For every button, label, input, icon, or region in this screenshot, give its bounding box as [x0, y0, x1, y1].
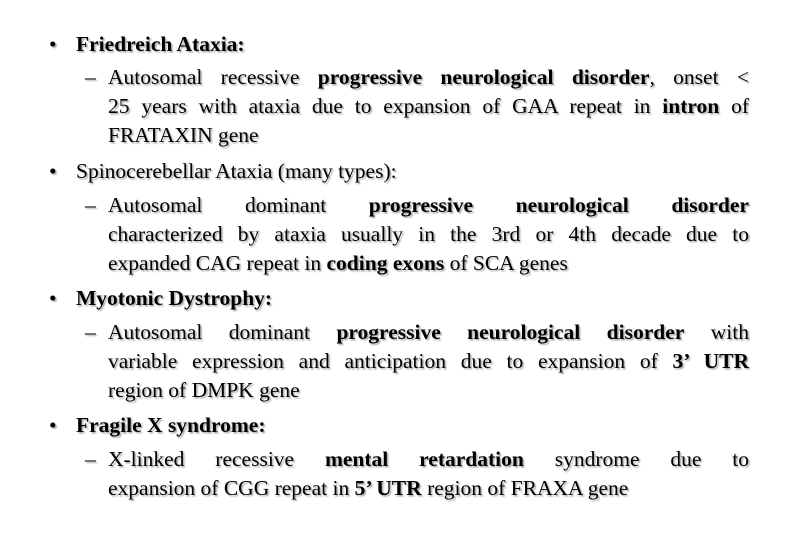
bullet-myotonic: • — [49, 286, 57, 310]
friedreich-desc-line-2: 25 years with ataxia due to expansion of GAA repeat in intron of — [108, 94, 749, 118]
myotonic-desc-line-1: Autosomal dominant progressive neurological disorder with — [108, 320, 749, 344]
sca-desc-line-1: Autosomal dominant progressive neurological disorder — [108, 193, 749, 217]
heading-fragile-x-syndrome: Fragile X syndrome: — [76, 413, 266, 437]
heading-myotonic-dystrophy: Myotonic Dystrophy: — [76, 286, 273, 310]
heading-spinocerebellar-ataxia: Spinocerebellar Ataxia (many types): — [76, 159, 397, 183]
heading-friedreich-ataxia: Friedreich Ataxia: — [76, 32, 245, 56]
bullet-fragile-x: • — [49, 413, 57, 437]
fragile-x-desc-line-1: X-linked recessive mental retardation syndrome due to — [108, 447, 750, 471]
dash-sca: – — [85, 193, 96, 217]
dash-friedreich: – — [85, 65, 96, 89]
dash-myotonic: – — [85, 320, 96, 344]
bullet-sca: • — [49, 159, 57, 183]
myotonic-desc-line-3: region of DMPK gene — [108, 378, 300, 402]
friedreich-desc-line-1: Autosomal recessive progressive neurological disorder, onset < — [108, 65, 749, 89]
fragile-x-desc-line-2: expansion of CGG repeat in 5’ UTR region of FRAXA gene — [108, 476, 629, 500]
myotonic-desc-line-2: variable expression and anticipation due to expansion of 3’ UTR — [108, 349, 749, 373]
dash-fragile-x: – — [85, 447, 96, 471]
friedreich-desc-line-3: FRATAXIN gene — [108, 123, 259, 147]
sca-desc-line-2: characterized by ataxia usually in the 3rd or 4th decade due to — [108, 222, 749, 246]
bullet-friedreich: • — [49, 32, 57, 56]
sca-desc-line-3: expanded CAG repeat in coding exons of SCA genes — [108, 251, 568, 275]
